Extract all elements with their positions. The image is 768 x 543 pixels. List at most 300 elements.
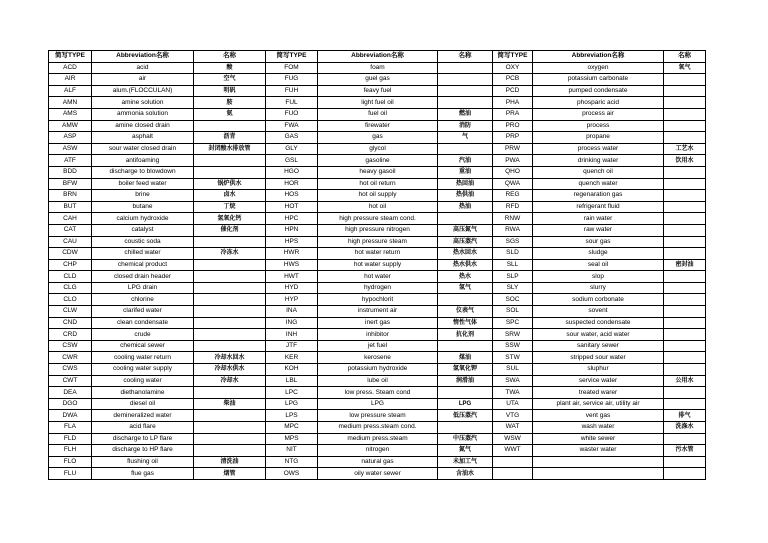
chinese-name-cell: 消防: [438, 120, 493, 132]
type-code-cell: INA: [266, 306, 318, 318]
chinese-name-cell: 沥青: [194, 132, 266, 144]
abbreviation-cell: process air: [533, 108, 664, 120]
type-code-cell: QHO: [493, 166, 533, 178]
abbreviation-cell: cooling water return: [92, 352, 194, 364]
type-code-cell: CAT: [49, 224, 92, 236]
abbreviation-cell: waster water: [533, 445, 664, 457]
abbreviation-cell: high pressure nitrogen: [318, 224, 438, 236]
type-code-cell: SRW: [493, 329, 533, 341]
abbreviation-cell: sour gas: [533, 236, 664, 248]
type-code-cell: PRW: [493, 143, 533, 155]
chinese-name-cell: [194, 271, 266, 283]
chinese-name-cell: [664, 108, 706, 120]
type-code-cell: ASP: [49, 132, 92, 144]
header-cell: 简写TYPE: [266, 51, 318, 63]
abbreviation-cell: oxygen: [533, 62, 664, 74]
header-cell: 名称: [194, 51, 266, 63]
chinese-name-cell: 热水供水: [438, 259, 493, 271]
table-row: [49, 224, 706, 236]
abbreviation-cell: [533, 456, 664, 468]
abbreviation-cell: jet fuel: [318, 340, 438, 352]
abbreviation-cell: firewater: [318, 120, 438, 132]
abbreviation-cell: sludge: [533, 248, 664, 260]
type-code-cell: GLY: [266, 143, 318, 155]
chinese-name-cell: 未加工气: [438, 456, 493, 468]
chinese-name-cell: [194, 155, 266, 167]
abbreviation-cell: acid flare: [92, 422, 194, 434]
chinese-name-cell: [664, 294, 706, 306]
chinese-name-cell: 抗化剂: [438, 329, 493, 341]
header-cell: 名称: [438, 51, 493, 63]
type-code-cell: FLD: [49, 433, 92, 445]
table-row: [49, 294, 706, 306]
abbreviation-cell: lube oil: [318, 375, 438, 387]
table-row: [49, 364, 706, 376]
abbreviation-cell: chlorine: [92, 294, 194, 306]
chinese-name-cell: [664, 282, 706, 294]
chinese-name-cell: 氨: [194, 108, 266, 120]
abbreviation-cell: regenaration gas: [533, 190, 664, 202]
abbreviation-cell: diesel oil: [92, 398, 194, 410]
abbreviation-cell: LPG: [318, 398, 438, 410]
chinese-name-cell: 丁烷: [194, 201, 266, 213]
type-code-cell: HOS: [266, 190, 318, 202]
table-row: [49, 97, 706, 109]
type-code-cell: CND: [49, 317, 92, 329]
chinese-name-cell: 重油: [438, 166, 493, 178]
chinese-name-cell: 冷却水供水: [194, 364, 266, 376]
chinese-name-cell: [664, 340, 706, 352]
chinese-name-cell: 中压蒸汽: [438, 433, 493, 445]
type-code-cell: OWS: [266, 468, 318, 480]
abbreviation-cell: slurry: [533, 282, 664, 294]
type-code-cell: RWA: [493, 224, 533, 236]
chinese-name-cell: 热供油: [438, 190, 493, 202]
chinese-name-cell: 冷冻水: [194, 248, 266, 260]
table-row: [49, 317, 706, 329]
chinese-name-cell: 氢气: [438, 282, 493, 294]
chinese-name-cell: [664, 166, 706, 178]
header-row: [49, 51, 706, 63]
abbreviation-cell: antifoaming: [92, 155, 194, 167]
type-code-cell: CWS: [49, 364, 92, 376]
table-row: [49, 248, 706, 260]
chinese-name-cell: [664, 201, 706, 213]
abbreviation-cell: calcium hydroxide: [92, 213, 194, 225]
table-row: [49, 166, 706, 178]
chinese-name-cell: 热回油: [438, 178, 493, 190]
abbreviation-cell: LPG drain: [92, 282, 194, 294]
table-row: [49, 329, 706, 341]
abbreviation-cell: air: [92, 74, 194, 86]
abbreviation-cell: hot oil supply: [318, 190, 438, 202]
abbreviation-cell: sluphur: [533, 364, 664, 376]
type-code-cell: FUO: [266, 108, 318, 120]
type-code-cell: SLD: [493, 248, 533, 260]
chinese-name-cell: 汽油: [438, 155, 493, 167]
type-code-cell: SOC: [493, 294, 533, 306]
type-code-cell: HGO: [266, 166, 318, 178]
type-code-cell: WWT: [493, 445, 533, 457]
abbreviation-table: [48, 50, 706, 480]
type-code-cell: FWA: [266, 120, 318, 132]
header-cell: 名称: [664, 51, 706, 63]
type-code-cell: SLL: [493, 259, 533, 271]
abbreviation-cell: ammonia solution: [92, 108, 194, 120]
chinese-name-cell: 煤油: [438, 352, 493, 364]
abbreviation-cell: boiler feed water: [92, 178, 194, 190]
type-code-cell: BDD: [49, 166, 92, 178]
chinese-name-cell: [438, 143, 493, 155]
abbreviation-cell: potassium hydroxide: [318, 364, 438, 376]
chinese-name-cell: 空气: [194, 74, 266, 86]
abbreviation-cell: [533, 468, 664, 480]
table-body: [49, 62, 706, 479]
abbreviation-cell: natural gas: [318, 456, 438, 468]
abbreviation-cell: brine: [92, 190, 194, 202]
chinese-name-cell: [664, 74, 706, 86]
abbreviation-cell: light fuel oil: [318, 97, 438, 109]
abbreviation-cell: plant air, service air, utility air: [533, 398, 664, 410]
abbreviation-cell: hypochlorit: [318, 294, 438, 306]
type-code-cell: HYP: [266, 294, 318, 306]
chinese-name-cell: [664, 97, 706, 109]
type-code-cell: PWA: [493, 155, 533, 167]
chinese-name-cell: [664, 248, 706, 260]
chinese-name-cell: [664, 317, 706, 329]
type-code-cell: FLU: [49, 468, 92, 480]
type-code-cell: REG: [493, 190, 533, 202]
type-code-cell: [493, 456, 533, 468]
type-code-cell: AMN: [49, 97, 92, 109]
chinese-name-cell: [438, 340, 493, 352]
abbreviation-cell: slop: [533, 271, 664, 283]
abbreviation-cell: fuel oil: [318, 108, 438, 120]
chinese-name-cell: 氮气: [438, 445, 493, 457]
type-code-cell: PHA: [493, 97, 533, 109]
type-code-cell: AIR: [49, 74, 92, 86]
type-code-cell: STW: [493, 352, 533, 364]
abbreviation-cell: guel gas: [318, 74, 438, 86]
type-code-cell: SUL: [493, 364, 533, 376]
table-row: [49, 340, 706, 352]
type-code-cell: LPS: [266, 410, 318, 422]
chinese-name-cell: [194, 259, 266, 271]
type-code-cell: TWA: [493, 387, 533, 399]
chinese-name-cell: [664, 352, 706, 364]
abbreviation-cell: potassium carbonate: [533, 74, 664, 86]
type-code-cell: HPC: [266, 213, 318, 225]
type-code-cell: CLW: [49, 306, 92, 318]
chinese-name-cell: [664, 213, 706, 225]
abbreviation-cell: hot water supply: [318, 259, 438, 271]
table-row: [49, 352, 706, 364]
chinese-name-cell: 饮用水: [664, 155, 706, 167]
type-code-cell: DWA: [49, 410, 92, 422]
abbreviation-cell: process: [533, 120, 664, 132]
chinese-name-cell: [664, 364, 706, 376]
type-code-cell: SSW: [493, 340, 533, 352]
abbreviation-cell: quench oil: [533, 166, 664, 178]
chinese-name-cell: 热油: [438, 201, 493, 213]
abbreviation-cell: instrument air: [318, 306, 438, 318]
chinese-name-cell: 酸: [194, 62, 266, 74]
type-code-cell: AMS: [49, 108, 92, 120]
chinese-name-cell: [438, 85, 493, 97]
abbreviation-cell: butane: [92, 201, 194, 213]
table-row: [49, 410, 706, 422]
abbreviation-cell: heavy gasoil: [318, 166, 438, 178]
type-code-cell: CAU: [49, 236, 92, 248]
chinese-name-cell: [194, 166, 266, 178]
table-row: [49, 74, 706, 86]
type-code-cell: FOM: [266, 62, 318, 74]
type-code-cell: VTG: [493, 410, 533, 422]
chinese-name-cell: 清洗油: [194, 456, 266, 468]
abbreviation-cell: service water: [533, 375, 664, 387]
table-row: [49, 155, 706, 167]
type-code-cell: SOL: [493, 306, 533, 318]
abbreviation-cell: low press. Steam cond: [318, 387, 438, 399]
abbreviation-cell: quench water: [533, 178, 664, 190]
type-code-cell: HWS: [266, 259, 318, 271]
chinese-name-cell: [664, 329, 706, 341]
chinese-name-cell: 氢氧化钙: [194, 213, 266, 225]
type-code-cell: AMW: [49, 120, 92, 132]
chinese-name-cell: 密封油: [664, 259, 706, 271]
abbreviation-cell: rain water: [533, 213, 664, 225]
type-code-cell: LPG: [266, 398, 318, 410]
chinese-name-cell: LPG: [438, 398, 493, 410]
type-code-cell: PRO: [493, 120, 533, 132]
chinese-name-cell: [664, 387, 706, 399]
abbreviation-cell: propane: [533, 132, 664, 144]
abbreviation-cell: feavy fuel: [318, 85, 438, 97]
abbreviation-cell: glycol: [318, 143, 438, 155]
type-code-cell: PRP: [493, 132, 533, 144]
type-code-cell: DEA: [49, 387, 92, 399]
chinese-name-cell: 烟管: [194, 468, 266, 480]
table-row: [49, 306, 706, 318]
type-code-cell: OXY: [493, 62, 533, 74]
chinese-name-cell: [664, 178, 706, 190]
table-row: [49, 468, 706, 480]
type-code-cell: CDW: [49, 248, 92, 260]
abbreviation-cell: closed drain header: [92, 271, 194, 283]
table-row: [49, 108, 706, 120]
abbreviation-cell: crude: [92, 329, 194, 341]
abbreviation-cell: sovent: [533, 306, 664, 318]
type-code-cell: HOT: [266, 201, 318, 213]
abbreviation-cell: amine solution: [92, 97, 194, 109]
chinese-name-cell: [664, 306, 706, 318]
chinese-name-cell: 污水管: [664, 445, 706, 457]
type-code-cell: LBL: [266, 375, 318, 387]
table-row: [49, 271, 706, 283]
type-code-cell: FUG: [266, 74, 318, 86]
abbreviation-cell: sour water, acid water: [533, 329, 664, 341]
abbreviation-cell: hot water: [318, 271, 438, 283]
abbreviation-cell: treated warer: [533, 387, 664, 399]
type-code-cell: PCB: [493, 74, 533, 86]
abbreviation-cell: white sewer: [533, 433, 664, 445]
type-code-cell: SGS: [493, 236, 533, 248]
abbreviation-cell: cooling water supply: [92, 364, 194, 376]
type-code-cell: ALF: [49, 85, 92, 97]
abbreviation-cell: refrigerant fluid: [533, 201, 664, 213]
abbreviation-cell: asphalt: [92, 132, 194, 144]
abbreviation-cell: phosparic acid: [533, 97, 664, 109]
abbreviation-cell: amine closed drain: [92, 120, 194, 132]
abbreviation-cell: sodium corbonate: [533, 294, 664, 306]
type-code-cell: LPC: [266, 387, 318, 399]
chinese-name-cell: 氢氧化钾: [438, 364, 493, 376]
type-code-cell: [493, 468, 533, 480]
type-code-cell: GSL: [266, 155, 318, 167]
abbreviation-cell: drinking water: [533, 155, 664, 167]
type-code-cell: CAH: [49, 213, 92, 225]
chinese-name-cell: [438, 213, 493, 225]
type-code-cell: HYD: [266, 282, 318, 294]
header-cell: 简写TYPE: [49, 51, 92, 63]
chinese-name-cell: [194, 236, 266, 248]
chinese-name-cell: [194, 317, 266, 329]
type-code-cell: HPN: [266, 224, 318, 236]
header-cell: 简写TYPE: [493, 51, 533, 63]
table-row: [49, 236, 706, 248]
chinese-name-cell: [194, 445, 266, 457]
chinese-name-cell: [194, 387, 266, 399]
chinese-name-cell: [664, 456, 706, 468]
type-code-cell: FLH: [49, 445, 92, 457]
type-code-cell: CLG: [49, 282, 92, 294]
chinese-name-cell: [664, 224, 706, 236]
table-row: [49, 201, 706, 213]
chinese-name-cell: 高压蒸汽: [438, 236, 493, 248]
type-code-cell: SLY: [493, 282, 533, 294]
header-cell: Abbreviation名称: [318, 51, 438, 63]
abbreviation-cell: catalyst: [92, 224, 194, 236]
chinese-name-cell: 明矾: [194, 85, 266, 97]
table-row: [49, 387, 706, 399]
type-code-cell: CHP: [49, 259, 92, 271]
table-row: [49, 85, 706, 97]
chinese-name-cell: [194, 422, 266, 434]
chinese-name-cell: 热水: [438, 271, 493, 283]
type-code-cell: BFW: [49, 178, 92, 190]
chinese-name-cell: [664, 433, 706, 445]
abbreviation-cell: clarifed water: [92, 306, 194, 318]
abbreviation-cell: medium press.steam cond.: [318, 422, 438, 434]
chinese-name-cell: [438, 387, 493, 399]
type-code-cell: ING: [266, 317, 318, 329]
abbreviation-cell: pumped condensate: [533, 85, 664, 97]
type-code-cell: RFD: [493, 201, 533, 213]
abbreviation-cell: discharge to LP flare: [92, 433, 194, 445]
chinese-name-cell: [194, 410, 266, 422]
chinese-name-cell: 热水回水: [438, 248, 493, 260]
table-row: [49, 213, 706, 225]
type-code-cell: HOR: [266, 178, 318, 190]
type-code-cell: ATF: [49, 155, 92, 167]
abbreviation-cell: chemical sewer: [92, 340, 194, 352]
abbreviation-cell: clean condensate: [92, 317, 194, 329]
abbreviation-cell: sour water closed drain: [92, 143, 194, 155]
chinese-name-cell: 含油水: [438, 468, 493, 480]
type-code-cell: WAT: [493, 422, 533, 434]
type-code-cell: CLD: [49, 271, 92, 283]
chinese-name-cell: 洗涤水: [664, 422, 706, 434]
chinese-name-cell: 胺: [194, 97, 266, 109]
type-code-cell: PCD: [493, 85, 533, 97]
abbreviation-cell: high pressure steam: [318, 236, 438, 248]
abbreviation-cell: chilled water: [92, 248, 194, 260]
chinese-name-cell: [664, 120, 706, 132]
type-code-cell: NTG: [266, 456, 318, 468]
chinese-name-cell: 工艺水: [664, 143, 706, 155]
abbreviation-cell: foam: [318, 62, 438, 74]
abbreviation-cell: nitrogen: [318, 445, 438, 457]
chinese-name-cell: [194, 120, 266, 132]
type-code-cell: UTA: [493, 398, 533, 410]
type-code-cell: RNW: [493, 213, 533, 225]
abbreviation-cell: high pressure steam cond.: [318, 213, 438, 225]
type-code-cell: KOH: [266, 364, 318, 376]
chinese-name-cell: 燃油: [438, 108, 493, 120]
chinese-name-cell: [664, 398, 706, 410]
chinese-name-cell: [664, 468, 706, 480]
type-code-cell: BRN: [49, 190, 92, 202]
type-code-cell: SWA: [493, 375, 533, 387]
header-cell: Abbreviation名称: [533, 51, 664, 63]
chinese-name-cell: [194, 433, 266, 445]
table-row: [49, 445, 706, 457]
abbreviation-cell: hot water return: [318, 248, 438, 260]
abbreviation-cell: hot oil: [318, 201, 438, 213]
chinese-name-cell: [438, 97, 493, 109]
chinese-name-cell: 公用水: [664, 375, 706, 387]
chinese-name-cell: 柴油: [194, 398, 266, 410]
chinese-name-cell: [438, 422, 493, 434]
chinese-name-cell: [664, 190, 706, 202]
abbreviation-cell: acid: [92, 62, 194, 74]
chinese-name-cell: [194, 282, 266, 294]
chinese-name-cell: 冷却水回水: [194, 352, 266, 364]
type-code-cell: MPC: [266, 422, 318, 434]
table-row: [49, 178, 706, 190]
type-code-cell: KER: [266, 352, 318, 364]
abbreviation-cell: coustic soda: [92, 236, 194, 248]
abbreviation-cell: kerosene: [318, 352, 438, 364]
chinese-name-cell: [194, 306, 266, 318]
type-code-cell: JTF: [266, 340, 318, 352]
abbreviation-cell: cooling water: [92, 375, 194, 387]
type-code-cell: SLP: [493, 271, 533, 283]
type-code-cell: SPC: [493, 317, 533, 329]
type-code-cell: CSW: [49, 340, 92, 352]
type-code-cell: HPS: [266, 236, 318, 248]
abbreviation-cell: chemical product: [92, 259, 194, 271]
chinese-name-cell: [194, 329, 266, 341]
type-code-cell: FLA: [49, 422, 92, 434]
type-code-cell: NIT: [266, 445, 318, 457]
abbreviation-cell: wash water: [533, 422, 664, 434]
type-code-cell: CRD: [49, 329, 92, 341]
chinese-name-cell: [664, 271, 706, 283]
abbreviation-cell: discharge to blowdown: [92, 166, 194, 178]
chinese-name-cell: [438, 294, 493, 306]
table-row: [49, 282, 706, 294]
